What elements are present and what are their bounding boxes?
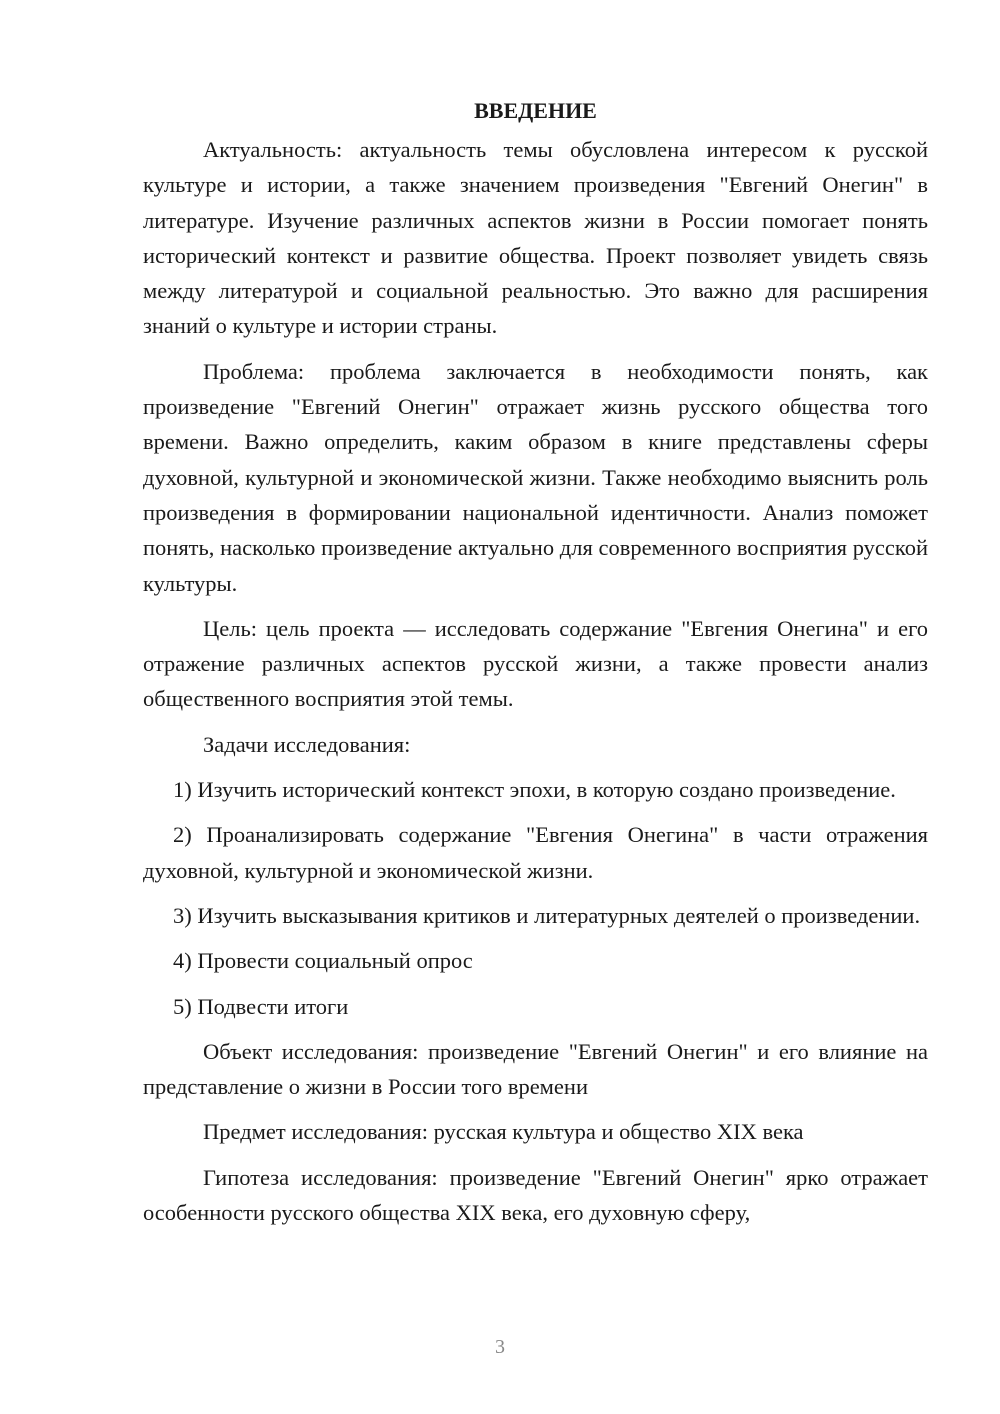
task-item-5: 5) Подвести итоги	[173, 993, 349, 1019]
document-page	[143, 96, 928, 1230]
paragraph-tasks-heading: Задачи исследования:	[203, 731, 411, 757]
paragraph-object: Объект исследования: произведение "Евгений Онегин" и его влияние на представление о жизни в России того времени	[143, 1038, 928, 1100]
paragraph-problem: Проблема: проблема заключается в необходимости понять, как произведение "Евгений Онегин" отражает жизнь русского общества того времени. Важно определить, каким образом в книге представлены сферы духовной, культурной и экономической жизни. Также необходимо выяснить роль произведения в формировании национальной идентичности. Анализ поможет понять, насколько произведение актуально для современного восприятия русской культуры.	[143, 358, 928, 596]
paragraph-subject: Предмет исследования: русская культура и общество XIX века	[203, 1119, 804, 1145]
section-title: ВВЕДЕНИЕ	[474, 98, 597, 123]
paragraph-goal: Цель: цель проекта — исследовать содержание "Евгения Онегина" и его отражение различных аспектов русской жизни, а также провести анализ общественного восприятия этой темы.	[143, 615, 928, 712]
paragraph-relevance: Актуальность: актуальность темы обусловлена интересом к русской культуре и истории, а также значением произведения "Евгений Онегин" в литературе. Изучение различных аспектов жизни в России помогает понять исторический контекст и развитие общества. Проект позволяет увидеть связь между литературой и социальной реальностью. Это важно для расширения знаний о культуре и истории страны.	[143, 137, 928, 339]
paragraph-hypothesis: Гипотеза исследования: произведение "Евгений Онегин" ярко отражает особенности русского общества XIX века, его духовную сферу,	[143, 1164, 928, 1226]
task-item-1: 1) Изучить исторический контекст эпохи, в которую создано произведение.	[173, 777, 896, 803]
task-item-4: 4) Провести социальный опрос	[173, 948, 473, 974]
task-item-3: 3) Изучить высказывания критиков и литературных деятелей о произведении.	[173, 902, 921, 928]
task-item-2: 2) Проанализировать содержание "Евгения Онегина" в части отражения духовной, культурной и экономической жизни.	[143, 822, 928, 883]
page-number: 3	[495, 1336, 505, 1358]
